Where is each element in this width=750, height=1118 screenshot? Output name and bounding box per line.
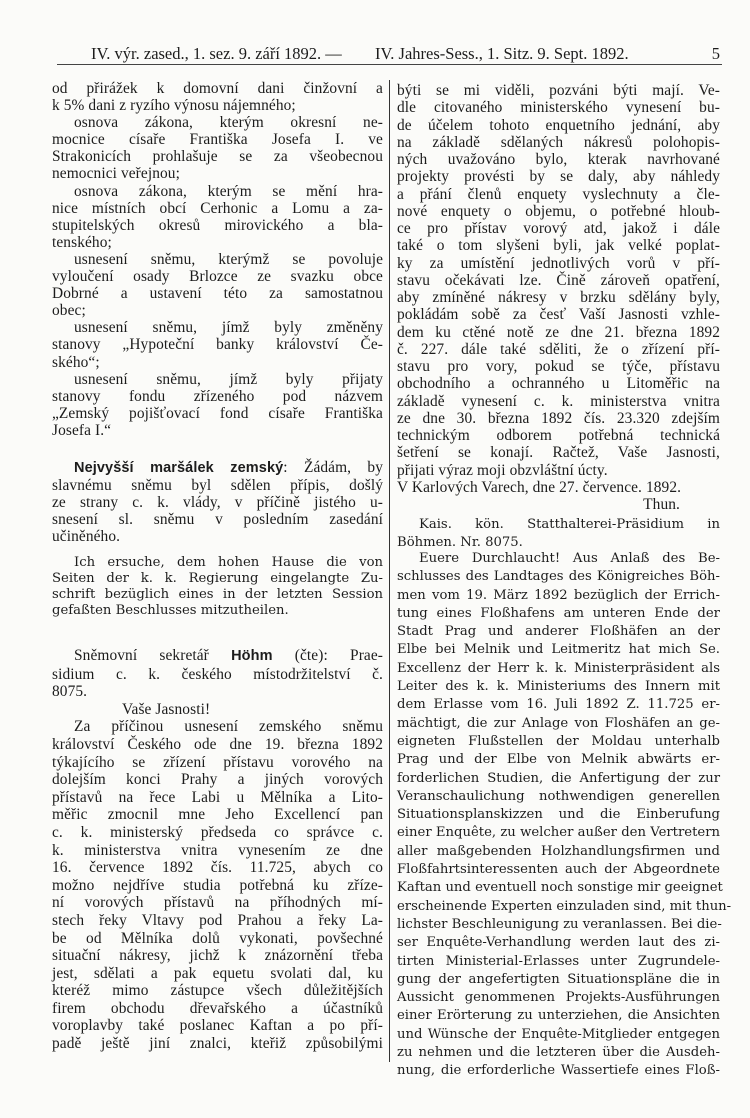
text-line: obec; (52, 302, 86, 320)
text-line: Leiter des k. k. Ministeriums des Innern mit (397, 679, 720, 695)
text-line: mächtigt, die zur Anlage von Floshäfen an ge- (397, 715, 720, 731)
text-line: Josefa I.“ (52, 421, 112, 439)
paragraph (52, 80, 383, 114)
right-column-czech-letter (397, 82, 720, 513)
text-segment: (čte): Prae- (272, 647, 384, 664)
text-line: men vom 19. März 1892 bezüglich der Errich- (397, 587, 720, 603)
text-line: ser Enquête-Verhandlung werden laut des zi- (397, 935, 720, 951)
text-line: stech řeky Vltavy pod Prahou a řeky La- (52, 911, 383, 929)
text-line: c. k. ministerský předseda co správce c. (52, 823, 383, 841)
text-line: stupitelských okresů mirovického a bla- (52, 216, 383, 234)
text-line: be od Mělníka dolů vykonati, povšechné (52, 929, 383, 947)
text-line: firem obchodu dřevařského a účastníků (52, 999, 383, 1017)
paragraph (52, 647, 383, 701)
text-line: týkajícího se zřízení přístavu vorového na (52, 753, 383, 771)
text-line: Thun. (643, 496, 680, 513)
text-line: V Karlových Varech, dne 27. července. 1892. (397, 478, 682, 496)
running-header (57, 44, 720, 64)
left-column-german-speech (52, 555, 383, 619)
text-line: usnesení sněmu, kterýmž se povoluje (74, 250, 383, 268)
paragraph (397, 550, 732, 1081)
text-line: Excellenz der Herr k. k. Ministerpräsident als (397, 660, 720, 676)
text-line: Kais. kön. Statthalterei-Präsidium in (419, 517, 720, 532)
text-line: nemocnici veřejnou; (52, 165, 180, 183)
text-line (52, 647, 383, 666)
paragraph (397, 82, 720, 479)
paragraph (397, 496, 720, 513)
text-line: einer Enquête, zu welcher außer den Vertretern (397, 825, 720, 841)
text-line: přijati výraz moji obzvláštní úcty. (397, 461, 608, 479)
paragraph (52, 319, 383, 370)
paragraph (52, 718, 383, 1052)
text-line: ského“; (52, 353, 100, 371)
text-line: schrift bezüglich eines in der letzten Session (52, 587, 383, 602)
text-line: býti se mi viděli, pozváni býti mají. Ve- (397, 82, 720, 99)
text-line: na základě sdělaných nákresů polohopis- (397, 133, 720, 151)
text-line: tung eines Floßhafens am unteren Ende der (397, 605, 720, 621)
text-line: Vaše Jasnosti! (122, 700, 211, 718)
text-line: království Českého ode dne 19. března 1892 (52, 735, 383, 753)
text-line: stavu očekávati lze. Čině zároveň opatření, (397, 271, 720, 289)
text-line: Prag und der Elbe von Melnik abwärts er- (397, 752, 720, 768)
text-line: ných uvažováno bylo, kterak navrhované (397, 151, 720, 168)
text-segment: : Žádám, by (283, 459, 384, 476)
text-line: jest, sdělati a pak equetu svolati dal, ku (52, 964, 383, 982)
text-line: základě vynesení c. k. ministerstva vnitra (397, 392, 720, 410)
text-line: osnova zákona, kterým okresní ne- (74, 114, 383, 132)
text-line: und Wünsche der Enquête-Mitglieder entgegen (397, 1026, 720, 1042)
text-line: osnova zákona, kterým se mění hra- (74, 182, 383, 200)
text-line: ní vorových přístavů na příhodných mí- (52, 894, 383, 912)
text-line: gung der angefertigten Situationspläne die in (397, 971, 720, 987)
text-line: ze strany c. k. vlády, v příčině jistého u- (52, 494, 383, 512)
text-line: dle citovaného ministerského vynesení bu- (397, 99, 720, 117)
text-line: Za příčinou usnesení zemského sněmu (74, 718, 383, 736)
text-line: tirten Ministerial-Erlasses unter Zugrundele- (397, 953, 720, 969)
speaker-name: Nejvyšší maršálek zemský (74, 460, 284, 476)
text-line: nové enquety o objemu, o potřebné hloub- (397, 202, 720, 220)
text-line: č. 227. dále také sděliti, že o zřízení pří- (397, 340, 720, 358)
text-line: 16. července 1892 čís. 11.725, abych co (52, 859, 383, 877)
right-column-german-heading (397, 516, 720, 552)
text-line: nung, die erforderliche Wassertiefe eines Floß- (397, 1063, 720, 1079)
text-line: gefaßten Beschlusses mitzutheilen. (52, 603, 289, 618)
column-divider (389, 80, 390, 1062)
paragraph (52, 371, 383, 439)
text-line: učiněného. (52, 528, 121, 546)
text-line: pokládám sobě za česť Vaší Jasnosti vzhle- (397, 306, 720, 324)
text-line: Seiten der k. k. Regierung eingelangte Zu- (52, 571, 383, 586)
text-line: dolejším konci Prahy a jiných vorových (52, 771, 383, 789)
text-line: mocnice císaře Františka Josefa I. ve (52, 131, 383, 149)
text-line: k. ministerstva vnitra vynesením ze dne (52, 841, 383, 859)
text-line: Veranschaulichung nothwendigen generellen (397, 788, 720, 804)
text-line: obchodního a ochranného u Litoměřic na (397, 375, 720, 393)
text-line: Strakonicích prohlašuje se za všeobecnou (52, 148, 383, 166)
text-line: ce pro přístav vorový atd, jakož i dále (397, 220, 720, 237)
text-line: Floßfahrtsinteressenten auch der Abgeordnete (397, 862, 720, 878)
header-rule (57, 64, 722, 65)
text-line: Kaftan und eventuell noch sonstige mir geeignet (397, 880, 723, 896)
paragraph (52, 701, 383, 719)
header-german: IV. Jahres-Sess., 1. Sitz. 9. Sept. 1892. (375, 44, 629, 63)
text-line: stanovy „Hypoteční banky království Če- (52, 336, 383, 354)
text-line: situační nákresy, jichž k znázornění třeba (52, 947, 383, 965)
text-line: ze dne 30. března 1892 čís. 23.320 zdejším (397, 409, 720, 427)
left-column-secretary-reading (52, 647, 383, 1053)
text-line: forderlichen Studien, die Anfertigung der zur (397, 770, 720, 786)
text-line: Böhmen. Nr. 8075. (397, 535, 523, 550)
text-line: slavnému sněmu byl sdělen přípis, došlý (52, 477, 383, 495)
text-line: sidium c. k. českého místodržitelství č. (52, 665, 383, 683)
text-line: Dobrné a ustavení této za samostatnou (52, 285, 383, 303)
text-line: padě ještě jiní znalci, kteřiž způsobilými (52, 1035, 383, 1053)
text-line: Euere Durchlaucht! Aus Anlaß des Be- (419, 551, 720, 566)
text-line: voroplavby také poslanec Kaftan a po pří- (52, 1017, 383, 1035)
text-line: 8075. (52, 683, 88, 701)
text-line: vyloučení osady Brlozce ze svazku obce (52, 268, 383, 286)
paragraph (397, 479, 720, 496)
text-line: a přání členů enquety vyslechnuty a čle- (397, 185, 720, 203)
text-line: stanovy fondu zřízeného pod názvem (52, 387, 383, 405)
speaker-name: Höhm (231, 648, 273, 664)
text-line: ky za umístění jednotlivých vorů v pří- (397, 254, 720, 272)
text-line: od přirážek k domovní dani činžovní a (52, 80, 383, 97)
text-line: technickým odborem potřebná technická (397, 427, 720, 444)
text-line: „Zemský pojišťovací fond císaře Františka (52, 404, 383, 422)
left-column-agenda-list (52, 80, 383, 439)
paragraph (52, 459, 383, 545)
text-line: šetření se konají. Račtež, Vaše Jasnosti, (397, 444, 720, 462)
paragraph (52, 555, 383, 619)
text-line: Situationsplanskizzen und die Einberufung (397, 807, 720, 823)
text-line: snesení sl. sněmu v posledním zasedání (52, 511, 383, 529)
text-line: zu nehmen und die letzteren über die Ausdeh- (397, 1045, 720, 1061)
text-line: aller maßgebenden Holzhandlungsfirmen und (397, 843, 720, 859)
text-line: nice místních obcí Cerhonic a Lomu a za- (52, 199, 383, 217)
text-line: usnesení sněmu, jímž byly přijaty (74, 370, 383, 388)
paragraph (52, 251, 383, 319)
text-line: dem ku ctěné notě ze dne 21. března 1892 (397, 323, 720, 341)
text-line: erscheinende Experten einzuladen sind, mit thun- (397, 898, 732, 914)
text-line: Stadt Prag und anderer Floßhäfen an der (397, 624, 720, 640)
text-line (52, 459, 383, 477)
page-number: 5 (711, 44, 720, 63)
left-column-marshal-speech (52, 459, 383, 545)
text-line: přístavů na řece Labi u Mělníka a Lito- (52, 788, 383, 806)
text-line: dem Erlasse vom 16. Juli 1892 Z. 11.725 er- (397, 697, 720, 713)
text-line: usnesení sněmu, jímž byly změněny (74, 319, 383, 337)
paragraph (397, 516, 720, 552)
text-line: de účelem tohoto enquetního jednání, aby (397, 116, 720, 134)
text-segment: Sněmovní sekretář (74, 647, 232, 664)
right-column-german-letter (397, 550, 732, 1081)
text-line: projekty provésti by se daly, aby náhledy (397, 168, 720, 186)
text-line: možno nejdříve studia potřebná ku zříze- (52, 876, 383, 894)
text-line: eigneten Flußstellen der Moldau unterhalb (397, 733, 720, 749)
text-line: tenského; (52, 233, 112, 251)
paragraph (52, 183, 383, 251)
text-line: Ich ersuche, dem hohen Hause die von (74, 555, 383, 570)
text-line: měřic zmocnil mne Jeho Excellencí pan (52, 806, 383, 824)
text-line: také o tom slyšeni byli, jak velké poplat- (397, 237, 720, 255)
text-line: schlusses des Landtages des Königreiches Böh- (397, 569, 720, 585)
paragraph (52, 114, 383, 182)
text-line: Elbe bei Melnik und Leitmeritz hat mich Se. (397, 642, 720, 658)
text-line: kteréž mimo zástupce všech důležitějších (52, 982, 383, 1000)
text-line: lichster Beschleunigung zu veranlassen. Bei die- (397, 916, 722, 932)
text-line: k 5% dani z ryzího výnosu nájemného; (52, 97, 296, 115)
text-line: aby zmíněné nákresy v brzku sdělány byly, (397, 289, 720, 306)
header-czech: IV. výr. zased., 1. sez. 9. září 1892. — (91, 44, 342, 63)
text-line: stavu pro vory, pokud se týče, přístavu (397, 358, 720, 375)
text-line: Aussicht genommenen Projekts-Ausführungen (397, 990, 720, 1006)
text-line: einer Erörterung zu unterziehen, die Ansichten (397, 1008, 720, 1024)
